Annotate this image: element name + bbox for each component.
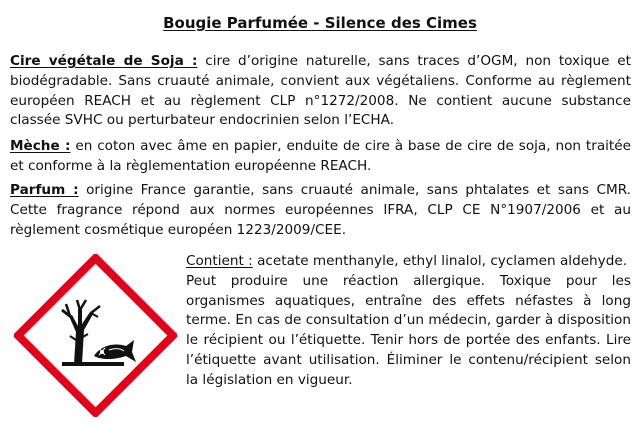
parfum-label: Parfum : [10, 182, 79, 198]
parfum-text: origine France garantie, sans cruauté animale, sans phtalates et sans CMR. Cette fragrance répond aux normes européennes IFRA, CLP CE N°1907/2006 et au règlement cosmétique européen 1223/2009/CEE. [10, 182, 631, 238]
environment-hazard-icon [14, 254, 177, 417]
contient-paragraph [186, 252, 631, 272]
pictogram-border [18, 258, 173, 413]
cire-label: Cire végétale de Soja : [10, 53, 198, 69]
warning-paragraph: Peut produire une réaction allergique. Toxique pour les organismes aquatiques, entraîne des effets néfastes à long terme. En cas de consultation d’un médecin, garder à disposition le récipient ou l’étiquette. Tenir hors de portée des enfants. Lire l’étiquette avant utilisation. Éliminer le contenu/récipient selon la législation en vigueur. [186, 272, 631, 388]
contient-label: Contient : [186, 253, 253, 269]
cire-paragraph [10, 52, 631, 131]
cire-text: cire d’origine naturelle, sans traces d’OGM, non toxique et biodégradable. Sans cruauté animale, convient aux végétaliens. Conforme au règlement européen REACH et au règlement CLP n°1272/2008. Ne contient aucune substance classée SVHC ou perturbateur endocrinien selon l’ECHA. [10, 53, 632, 129]
meche-text: en coton avec âme en papier, enduite de cire à base de cire de soja, non traitée et conforme à la règlementation européenne REACH. [10, 138, 631, 174]
contient-text: acetate menthanyle, ethyl linalol, cyclamen aldehyde. [252, 253, 628, 269]
meche-paragraph [10, 137, 631, 177]
meche-label: Mèche : [10, 138, 71, 154]
ground-line [62, 362, 124, 366]
parfum-paragraph [10, 181, 631, 240]
page-title: Bougie Parfumée - Silence des Cimes [163, 14, 477, 32]
hazard-text-block [186, 252, 631, 391]
